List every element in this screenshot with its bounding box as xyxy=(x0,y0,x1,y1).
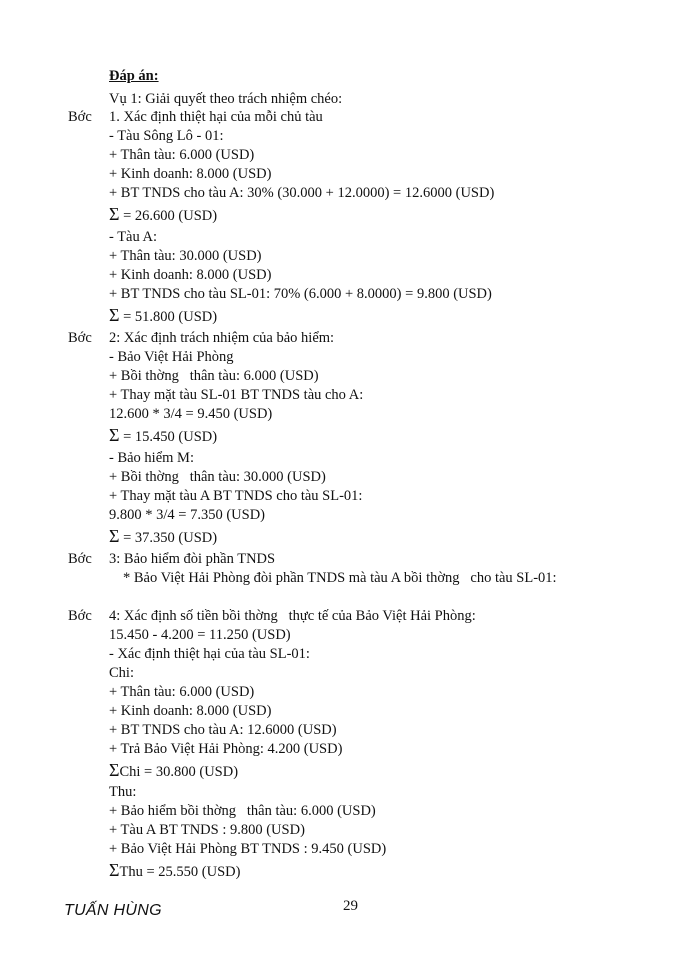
thu-label: Thu: xyxy=(109,784,137,800)
ship-sl01-sum-value: = 26.600 (USD) xyxy=(119,208,218,224)
ship-sl01-line: + BT TNDS cho tàu A: 30% (30.000 + 12.0000) = 12.6000 (USD) xyxy=(109,185,495,201)
insurer-bvhp-sum xyxy=(109,426,217,446)
ship-a-line: + Thân tàu: 30.000 (USD) xyxy=(109,248,262,264)
ship-a-sum xyxy=(109,306,217,326)
ship-sl01-line: + Kinh doanh: 8.000 (USD) xyxy=(109,166,272,182)
step-3-note: * Bảo Việt Hải Phòng đòi phần TNDS mà tàu A bồi thờng cho tàu SL-01: xyxy=(123,570,557,586)
sigma-symbol: Σ xyxy=(109,204,120,224)
step-2-label: Bớc xyxy=(68,330,92,346)
step-3-label: Bớc xyxy=(68,551,92,567)
chi-line: + Thân tàu: 6.000 (USD) xyxy=(109,684,255,700)
page-number: 29 xyxy=(343,898,358,914)
thu-line: + Bảo Việt Hải Phòng BT TNDS : 9.450 (USD) xyxy=(109,841,387,857)
chi-line: + BT TNDS cho tàu A: 12.6000 (USD) xyxy=(109,722,337,738)
footer-author: TUẤN HÙNG xyxy=(64,902,162,919)
insurer-m-line: 9.800 * 3/4 = 7.350 (USD) xyxy=(109,507,265,523)
sigma-symbol: Σ xyxy=(109,305,120,325)
thu-sum-value: Thu = 25.550 (USD) xyxy=(119,864,241,880)
thu-line: + Bảo hiểm bồi thờng thân tàu: 6.000 (USD) xyxy=(109,803,376,819)
step-2-title: 2: Xác định trách nhiệm của bảo hiểm: xyxy=(109,330,335,346)
ship-sl01-line: + Thân tàu: 6.000 (USD) xyxy=(109,147,255,163)
chi-label: Chi: xyxy=(109,665,134,681)
step-4-calc: 15.450 - 4.200 = 11.250 (USD) xyxy=(109,627,291,643)
step-1-label: Bớc xyxy=(68,109,92,125)
ship-sl01-sum xyxy=(109,205,217,225)
damage-title: - Xác định thiệt hại của tàu SL-01: xyxy=(109,646,310,662)
insurer-bvhp-line: + Thay mặt tàu SL-01 BT TNDS tàu cho A: xyxy=(109,387,364,403)
ship-sl01-title: - Tàu Sông Lô - 01: xyxy=(109,128,224,144)
chi-line: + Trả Bảo Việt Hải Phòng: 4.200 (USD) xyxy=(109,741,343,757)
step-4-title: 4: Xác định số tiền bồi thờng thực tế của Bảo Việt Hải Phòng: xyxy=(109,608,476,624)
insurer-m-title: - Bảo hiểm M: xyxy=(109,450,194,466)
insurer-bvhp-line: + Bồi thờng thân tàu: 6.000 (USD) xyxy=(109,368,319,384)
chi-sum xyxy=(109,761,238,781)
insurer-m-line: + Bồi thờng thân tàu: 30.000 (USD) xyxy=(109,469,326,485)
ship-a-line: + BT TNDS cho tàu SL-01: 70% (6.000 + 8.0000) = 9.800 (USD) xyxy=(109,286,492,302)
step-4-label: Bớc xyxy=(68,608,92,624)
sigma-symbol: Σ xyxy=(109,760,120,780)
insurer-m-sum-value: = 37.350 (USD) xyxy=(119,530,218,546)
insurer-bvhp-title: - Bảo Việt Hải Phòng xyxy=(109,349,234,365)
insurer-bvhp-line: 12.600 * 3/4 = 9.450 (USD) xyxy=(109,406,273,422)
sigma-symbol: Σ xyxy=(109,860,120,880)
step-3-title: 3: Bảo hiểm đòi phần TNDS xyxy=(109,551,276,567)
chi-sum-value: Chi = 30.800 (USD) xyxy=(119,764,239,780)
sigma-symbol: Σ xyxy=(109,526,120,546)
insurer-m-line: + Thay mặt tàu A BT TNDS cho tàu SL-01: xyxy=(109,488,363,504)
case-title: Vụ 1: Giải quyết theo trách nhiệm chéo: xyxy=(109,91,343,107)
step-1-title: 1. Xác định thiệt hại của mỗi chủ tàu xyxy=(109,109,323,125)
ship-a-sum-value: = 51.800 (USD) xyxy=(119,309,218,325)
insurer-m-sum xyxy=(109,527,217,547)
ship-a-title: - Tàu A: xyxy=(109,229,158,245)
thu-line: + Tàu A BT TNDS : 9.800 (USD) xyxy=(109,822,305,838)
answer-heading: Đáp án: xyxy=(109,68,159,84)
sigma-symbol: Σ xyxy=(109,425,120,445)
chi-line: + Kinh doanh: 8.000 (USD) xyxy=(109,703,272,719)
thu-sum xyxy=(109,861,240,881)
insurer-bvhp-sum-value: = 15.450 (USD) xyxy=(119,429,218,445)
ship-a-line: + Kinh doanh: 8.000 (USD) xyxy=(109,267,272,283)
